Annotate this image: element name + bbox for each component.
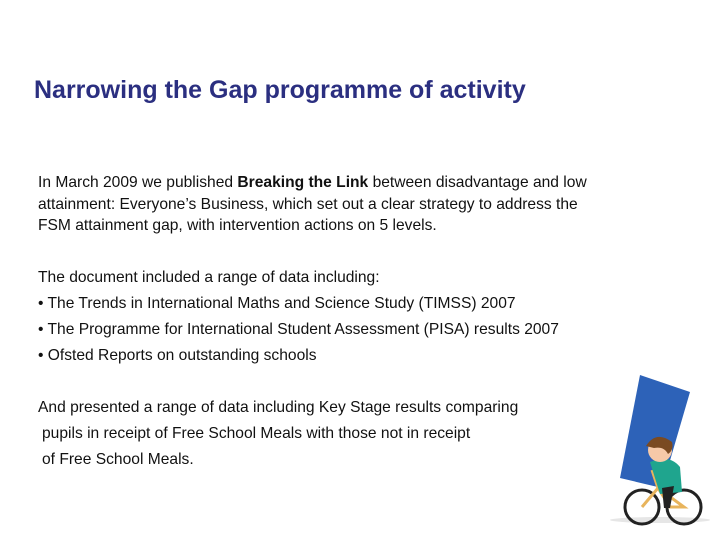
key-stage-paragraph: [38, 395, 518, 473]
intro-text: In March 2009 we published: [38, 174, 238, 191]
paragraph-line: pupils in receipt of Free School Meals with those not in receipt: [42, 425, 471, 442]
intro-line-2: attainment: Everyone’s Business, which set out a clear strategy to address the: [38, 195, 578, 213]
bullet-item: • The Trends in International Maths and Science Study (TIMSS) 2007: [38, 295, 516, 312]
slide-title: Narrowing the Gap programme of activity: [34, 76, 526, 104]
data-list-intro: The document included a range of data including:: [38, 269, 380, 286]
bullet-item: • The Programme for International Student Assessment (PISA) results 2007: [38, 321, 559, 338]
intro-line-3: FSM attainment gap, with intervention actions on 5 levels.: [38, 217, 437, 234]
intro-line-1: [38, 172, 587, 194]
bullet-item: • Ofsted Reports on outstanding schools: [38, 347, 317, 364]
paragraph-line: of Free School Meals.: [42, 451, 194, 468]
intro-paragraph: [38, 172, 587, 237]
publication-title: Breaking the Link: [237, 174, 369, 191]
paragraph-line: And presented a range of data including Key Stage results comparing: [38, 399, 519, 416]
intro-text: between disadvantage and low: [368, 174, 587, 191]
data-list: [38, 265, 559, 369]
cyclist-illustration: [600, 370, 718, 530]
